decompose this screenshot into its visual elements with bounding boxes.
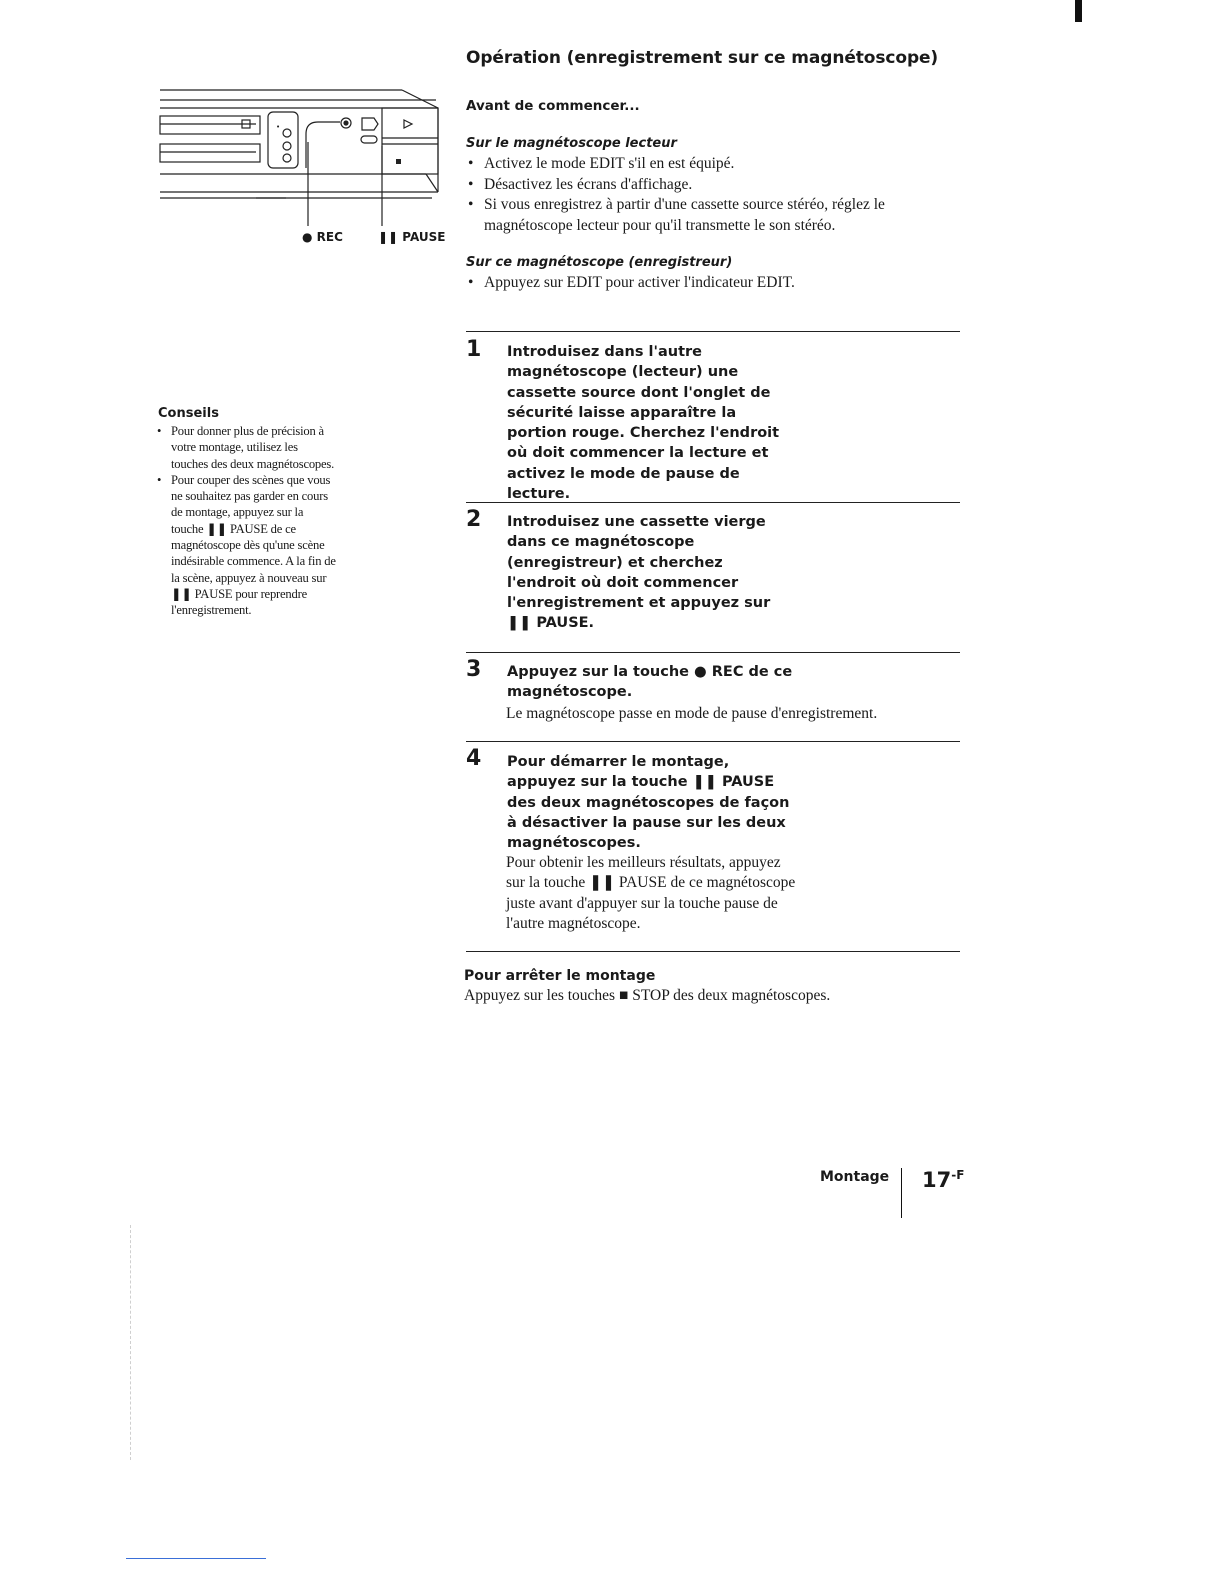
page-number-suffix: -F [951, 1168, 965, 1182]
tips-list [156, 423, 336, 619]
stop-text: Appuyez sur les touches ■ STOP des deux magnétoscopes. [464, 987, 831, 1004]
page-number [922, 1168, 964, 1192]
list-item: • Désactivez les écrans d'affichage. [466, 175, 946, 196]
step-4-note: Pour obtenir les meilleurs résultats, appuyez sur la touche ❚❚ PAUSE de ce magnétoscope juste avant d'appuyer sur la touche pause de l'autre magnétoscope. [506, 854, 796, 932]
player-list [466, 154, 946, 236]
before-heading: Avant de commencer... [466, 98, 640, 114]
list-item: • Pour couper des scènes que vous ne souhaitez pas garder en cours de montage, appuyez sur la touche ❚❚ PAUSE de ce magnétoscope dès qu'une scène indésirable commence. A la fin de la scène, appuyez à nouveau sur ❚❚ PAUSE pour reprendre l'enregistrement. [156, 472, 336, 619]
list-item: • Si vous enregistrez à partir d'une cassette source stéréo, réglez le magnétoscope lecteur pour qu'il transmette le son stéréo. [466, 195, 946, 236]
footer-section-name: Montage [820, 1169, 890, 1185]
player-heading: Sur le magnétoscope lecteur [466, 136, 677, 151]
vcr-illustration [156, 86, 446, 256]
page-title: Opération (enregistrement sur ce magnétoscope) [466, 48, 939, 68]
list-item: • Appuyez sur EDIT pour activer l'indicateur EDIT. [466, 273, 946, 294]
step-3-number: 3 [466, 657, 482, 682]
divider [466, 652, 960, 653]
pause-label: ❚❚ PAUSE [378, 230, 446, 244]
step-1-number: 1 [466, 337, 482, 362]
list-item: • Activez le mode EDIT s'il en est équipé. [466, 154, 946, 175]
stop-square-icon [396, 159, 401, 164]
footer-divider [901, 1168, 902, 1218]
divider [466, 502, 960, 503]
recorder-heading: Sur ce magnétoscope (enregistreur) [466, 255, 733, 270]
divider [466, 741, 960, 742]
scan-artifact [130, 1225, 131, 1460]
rec-label: ● REC [302, 230, 343, 244]
bottom-underline [126, 1558, 266, 1559]
step-4-number: 4 [466, 746, 482, 771]
divider [466, 951, 960, 952]
step-1-text: Introduisez dans l'autre magnétoscope (lecteur) une cassette source dont l'onglet de sécurité laisse apparaître la portion rouge. Cherchez l'endroit où doit commencer la lecture et activez le mode de pause de lecture. [507, 344, 780, 503]
stop-heading: Pour arrêter le montage [464, 968, 656, 984]
tips-heading: Conseils [158, 406, 219, 421]
step-3-note: Le magnétoscope passe en mode de pause d'enregistrement. [506, 705, 878, 722]
svg-text:•: • [276, 123, 281, 131]
page-number-value: 17 [922, 1168, 952, 1192]
corner-marker [1075, 0, 1082, 22]
step-4-text: Pour démarrer le montage, appuyez sur la touche ❚❚ PAUSE des deux magnétoscopes de façon à désactiver la pause sur les deux magnétoscopes. [507, 754, 790, 852]
recorder-list [466, 273, 946, 294]
step-3-text: Appuyez sur la touche ● REC de ce magnétoscope. [507, 664, 793, 701]
list-item: • Pour donner plus de précision à votre montage, utilisez les touches des deux magnétoscopes. [156, 423, 336, 472]
step-2-number: 2 [466, 507, 482, 532]
step-2-text: Introduisez une cassette vierge dans ce magnétoscope (enregistreur) et cherchez l'endroit où doit commencer l'enregistrement et appuyez sur ❚❚ PAUSE. [507, 514, 771, 632]
divider [466, 331, 960, 332]
